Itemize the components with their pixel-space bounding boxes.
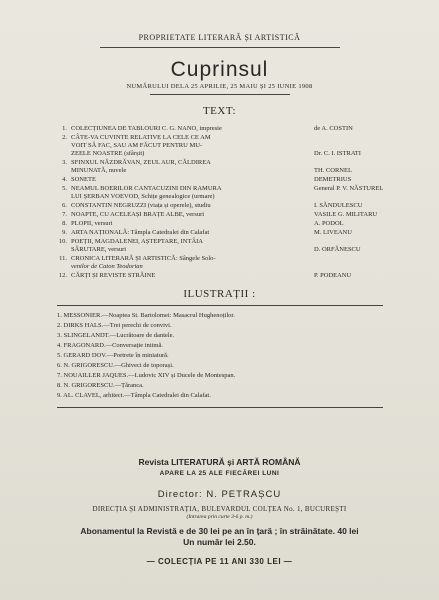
toc-item: 11. CRONICA LITERARĂ ȘI ARTISTICĂ: Sângele Solo- (59, 255, 216, 262)
toc-author: D. ORFĂNESCU (314, 246, 361, 253)
illustration-item: 6. N. GRIGORESCU.—Ghiveci de toporași. (57, 362, 174, 369)
toc-item-line: SĂRUTARE, versuri (71, 246, 127, 253)
toc-author: M. LIVEANU (314, 229, 352, 236)
toc-item: 7. NOAPTE, CU ACELEAȘI BRAȚE ALBE, versuri (62, 211, 205, 218)
page-title: Cuprinsul (170, 58, 269, 81)
illustrations-heading: ILUSTRAȚII : (183, 288, 256, 300)
toc-item: 4. SONETE (62, 176, 96, 183)
toc-item: 8. PLOPII, versuri (62, 220, 113, 227)
toc-author: TH. CORNEL (314, 167, 352, 174)
admin-address: DIRECȚIA ȘI ADMINISTRAȚIA, BULEVARDUL COLȚEA No. 1, BUCUREȘTI (92, 505, 347, 513)
toc-item: 5. NEAMUL BOERILOR CANTACUZINI DIN RAMURA (62, 185, 222, 192)
toc-author: P. PODEANU (314, 272, 352, 279)
magazine-title: Revista LITERATURĂ și ARTĂ ROMÂNĂ (138, 457, 301, 467)
toc-item-line: venilor de Caton Teodorian (71, 263, 143, 270)
divider (100, 47, 340, 48)
toc-author: A. PODOL (314, 220, 344, 227)
toc-item: 6. CONSTANTIN NEGRUZZI (viața și operele), studiu (62, 202, 211, 209)
collection-price: — COLECȚIA PE 11 ANI 330 LEI — (146, 557, 293, 566)
illustration-item: 4. FRAGONARD.—Conversație intimă. (57, 342, 163, 349)
divider (57, 407, 383, 408)
toc-item-line: ZEELE NOASTRE (sfârșit) (71, 150, 145, 157)
toc-item: 3. SFINXUL NĂZDRĂVAN, ZEUL AUR, CĂLDIREA (62, 159, 211, 166)
issue-price: Un număr lei 2.50. (183, 537, 256, 547)
illustration-item: 9. AL. CLAVEL, arhitect.—Tâmpla Catedralei din Calafat. (57, 392, 211, 399)
divider (150, 94, 290, 95)
toc-author: I. SĂNDULESCU (314, 202, 363, 209)
director: Director: N. PETRAȘCU (157, 489, 282, 500)
toc-item-line: MINUNATĂ, nuvele (71, 167, 127, 174)
toc-author: DEMETRIUS (314, 176, 352, 183)
text-heading: TEXT: (202, 105, 237, 117)
illustration-item: 8. N. GRIGORESCU.—Țăranca. (57, 382, 144, 389)
illustration-item: 5. GERARD DOV.—Portrete în miniatură. (57, 352, 169, 359)
toc-author: General P. V. NĂSTUREL (314, 185, 384, 192)
divider (57, 305, 383, 306)
illustration-item: 2. DIRKS HALS.—Trei perechi de convivi. (57, 322, 172, 329)
toc-item-line: LUI ȘERBAN VOEVOD, Schițe genealogice (urmare) (71, 193, 215, 200)
toc-item: 10. POEȚII, MAGDALENEI, AȘTEPTARE, INTÂIA (58, 238, 203, 245)
toc-author: Dr. C. I. ISTRATI (314, 150, 361, 157)
property-notice: PROPRIETATE LITERARĂ ȘI ARTISTICĂ (138, 33, 301, 42)
toc-author: VASILE G. MILITARU (314, 211, 378, 218)
toc-item: 1. COLECȚIUNEA DE TABLOURI C. G. NANO, impresie (62, 125, 222, 132)
toc-author: de A. COSTIN (314, 125, 353, 132)
subscription-price: Abonamentul la Revistă e de 30 lei pe an în țară ; în străinătate. 40 lei (80, 526, 359, 536)
illustration-item: 1. MESSONIER.—Noaptea St. Bartolomei: Masacrul Hughenoților. (57, 312, 235, 319)
publication-schedule: APARE LA 25 ALE FIECĂREI LUNI (159, 470, 280, 477)
toc-item: 2. CÂTE-VA CUVINTE RELATIVE LA CELE CE AM (62, 134, 211, 141)
illustration-item: 3. SLINGELANDT.—Lucrătoare de dantele. (57, 332, 175, 339)
toc-item: 9. ARTA NAȚIONALĂ: Tâmpla Catedralei din Calafat (62, 229, 210, 236)
entrance-note: (Intrarea prin curte 3-6 p. m.) (186, 514, 253, 520)
illustration-item: 7. NOUAILLER JAQUES.—Ludovic XIV și Ducele de Montespan. (57, 372, 236, 379)
issue-subtitle: NUMĂRULUI DELA 25 APRILIE, 25 MAIU ȘI 25 IUNIE 1908 (126, 83, 313, 90)
toc-item-line: VOIT SĂ FAC, SAU AM FĂCUT PENTRU MU- (71, 142, 203, 149)
toc-item: 12. CĂRȚI ȘI REVISTE STRĂINE (58, 272, 156, 279)
